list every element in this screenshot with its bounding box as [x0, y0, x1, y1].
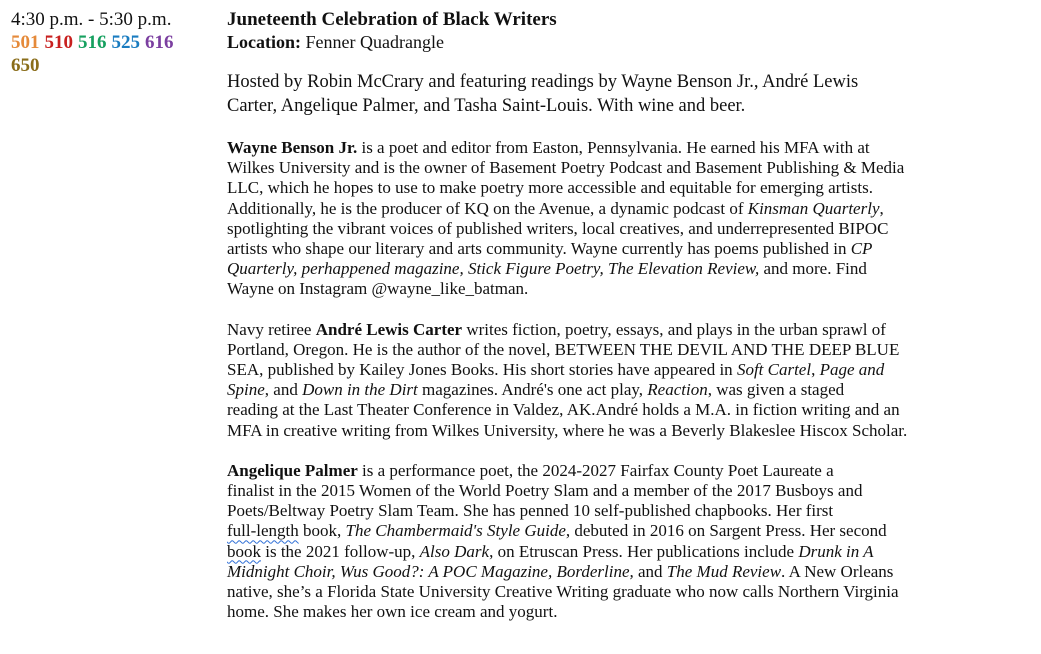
bio-text: is a poet and editor from Easton, Pennsylvania. He earned his MFA with at [357, 138, 870, 157]
spellcheck-flagged-word[interactable]: book [227, 541, 261, 561]
schedule-column [11, 9, 216, 77]
bio-text: Portland, Oregon. He is the author of the novel, BETWEEN THE DEVIL AND THE DEEP BLUE [227, 339, 900, 359]
course-code: 510 [44, 32, 73, 53]
bio-text: reading at the Last Theater Conference in Valdez, AK.André holds a M.A. in fiction writing and an [227, 400, 900, 420]
bio-text: is a performance poet, the 2024-2027 Fairfax County Poet Laureate a [357, 460, 834, 480]
publication-title: Page and [819, 360, 885, 380]
publication-title: The Chambermaid's Style Guide [345, 521, 566, 541]
location-value: Fenner Quadrangle [305, 32, 444, 52]
bio-andre-lewis-carter [227, 320, 1027, 441]
bio-name: Wayne Benson Jr. [227, 138, 358, 157]
publication-title: Also Dark [419, 541, 490, 561]
host-paragraph [227, 70, 1027, 118]
spellcheck-flagged-word[interactable]: full-length [227, 521, 299, 541]
event-location [227, 31, 1027, 53]
bio-wayne-benson [227, 138, 1027, 300]
publication-title: Soft Cartel [736, 360, 812, 380]
publication-title: Drunk in A [798, 541, 874, 561]
bio-text: book, [298, 521, 346, 541]
event-details [227, 9, 1027, 622]
bio-text: Wilkes University and is the owner of Basement Poetry Podcast and Basement Publishing & Media [227, 158, 905, 178]
bio-text: native, she’s a Florida State University Creative Writing graduate who now calls Northern Virginia [227, 582, 899, 602]
bio-text: SEA, published by Kailey Jones Books. His short stories have appeared in [227, 360, 737, 380]
course-code: 650 [11, 55, 40, 76]
publication-title: Kinsman Quarterly [747, 198, 880, 218]
course-code: 616 [145, 32, 174, 53]
publication-title: CP [850, 239, 873, 259]
course-code: 525 [111, 32, 140, 53]
bio-text: writes fiction, poetry, essays, and plays in the urban sprawl of [462, 319, 886, 339]
publication-title: The Mud Review [666, 561, 782, 581]
bio-text: , debuted in 2016 on Sargent Press. Her second [565, 521, 887, 541]
publication-title: Quarterly, perhappened magazine, Stick Figure Poetry, The Elevation Review, [227, 259, 760, 279]
course-code: 501 [11, 32, 40, 53]
host-line: Carter, Angelique Palmer, and Tasha Saint-Louis. With wine and beer. [227, 96, 746, 116]
bio-text: is the 2021 follow-up, [261, 541, 420, 561]
publication-title: Down in the Dirt [302, 380, 418, 400]
publication-title: Reaction [647, 380, 708, 400]
bio-text: Additionally, he is the producer of KQ on the Avenue, a dynamic podcast of [227, 198, 748, 218]
bio-text: , [811, 360, 820, 380]
publication-title: Midnight Choir, Wus Good?: A POC Magazine, Borderline, [227, 561, 634, 581]
bio-text: . A New Orleans [781, 561, 894, 581]
publication-title: Spine [227, 380, 265, 400]
host-line: Hosted by Robin McCrary and featuring readings by Wayne Benson Jr., André Lewis [227, 72, 859, 92]
bio-text: MFA in creative writing from Wilkes University, where he was a Beverly Blakeslee Hiscox Scholar. [227, 420, 908, 440]
bio-text: home. She makes her own ice cream and yogurt. [227, 602, 558, 622]
location-label: Location: [227, 32, 301, 52]
bio-text: artists who shape our literary and arts community. Wayne currently has poems published in [227, 239, 851, 259]
bio-text: , was given a staged [707, 380, 845, 400]
bio-text: and more. Find [759, 259, 867, 279]
bio-name: André Lewis Carter [315, 319, 463, 339]
bio-text: , [879, 198, 884, 218]
bio-text: spotlighting the vibrant voices of published writers, local creatives, and underrepresented BIPOC [227, 218, 889, 238]
event-title: Juneteenth Celebration of Black Writers [227, 9, 557, 30]
bio-text: magazines. André's one act play, [417, 380, 648, 400]
bio-angelique-palmer [227, 461, 1027, 623]
bio-text: , on Etruscan Press. Her publications include [489, 541, 799, 561]
bio-text: finalist in the 2015 Women of the World Poetry Slam and a member of the 2017 Busboys and [227, 481, 863, 501]
bio-text: , and [264, 380, 303, 400]
bio-text: Navy retiree [227, 319, 316, 339]
course-code: 516 [78, 32, 107, 53]
bio-text: LLC, which he hopes to use to make poetry more accessible and equitable for emerging artists. [227, 178, 873, 198]
bio-name: Angelique Palmer [227, 460, 358, 480]
event-time: 4:30 p.m. - 5:30 p.m. [11, 9, 172, 30]
course-codes [11, 31, 216, 77]
bio-text: Wayne on Instagram @wayne_like_batman. [227, 279, 529, 299]
bio-text: and [633, 561, 667, 581]
bio-text: Poets/Beltway Poetry Slam Team. She has penned 10 self-published chapbooks. Her first [227, 501, 834, 521]
